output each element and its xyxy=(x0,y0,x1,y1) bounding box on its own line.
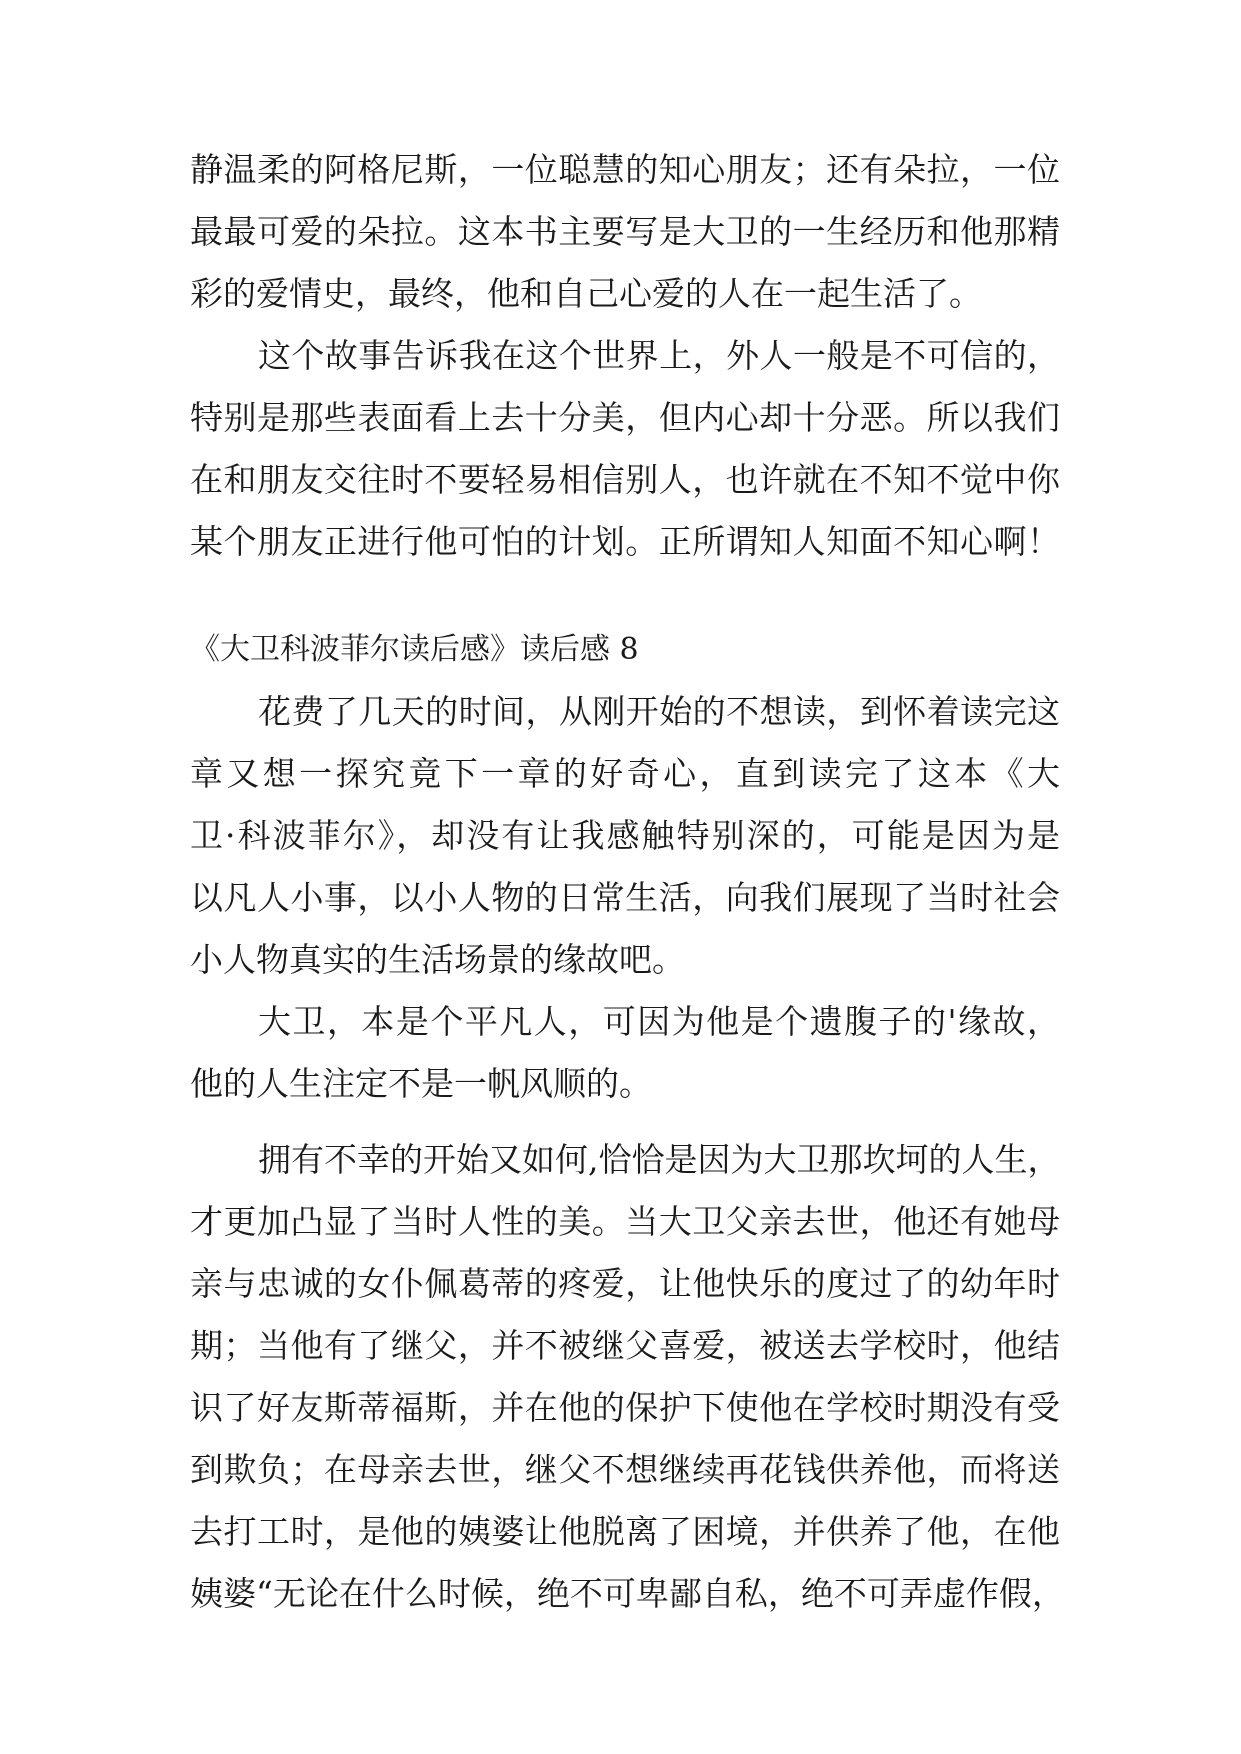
paragraph-line: 小人物真实的生活场景的缘故吧。 xyxy=(190,940,685,979)
paragraph-line: 静温柔的阿格尼斯，一位聪慧的知心朋友；还有朵拉，一位 xyxy=(190,150,1060,189)
paragraph-line: 才更加凸显了当时人性的美。当大卫父亲去世，他还有她母 xyxy=(190,1202,1060,1241)
paragraph-line: 识了好友斯蒂福斯，并在他的保护下使他在学校时期没有受 xyxy=(190,1388,1060,1427)
paragraph-line: 特别是那些表面看上去十分美，但内心却十分恶。所以我们 xyxy=(190,398,1060,437)
paragraph-line: 期；当他有了继父，并不被继父喜爱，被送去学校时，他结 xyxy=(190,1326,1060,1365)
paragraph-line: 章又想一探究竟下一章的好奇心，直到读完了这本《大 xyxy=(190,754,1060,793)
paragraph-line: 到欺负；在母亲去世，继父不想继续再花钱供养他，而将送 xyxy=(190,1450,1060,1489)
paragraph-line: 姨婆“无论在什么时候，绝不可卑鄙自私，绝不可弄虚作假， xyxy=(190,1574,1065,1613)
paragraph-line: 亲与忠诚的女仆佩葛蒂的疼爱，让他快乐的度过了的幼年时 xyxy=(190,1264,1060,1303)
paragraph-line: 最最可爱的朵拉。这本书主要写是大卫的一生经历和他那精 xyxy=(190,212,1060,251)
paragraph-line: 花费了几天的时间，从刚开始的不想读，到怀着读完这 xyxy=(258,692,1060,731)
paragraph-line: 拥有不幸的开始又如何,恰恰是因为大卫那坎坷的人生， xyxy=(258,1140,1061,1179)
paragraph-line: 大卫，本是个平凡人，可因为他是个遗腹子的'缘故， xyxy=(258,1002,1060,1041)
paragraph-line: 彩的爱情史，最终，他和自己心爱的人在一起生活了。 xyxy=(190,274,982,313)
paragraph-line: 这个故事告诉我在这个世界上，外人一般是不可信的， xyxy=(258,336,1060,375)
paragraph-line: 以凡人小事，以小人物的日常生活，向我们展现了当时社会 xyxy=(190,878,1060,917)
paragraph-line: 在和朋友交往时不要轻易相信别人，也许就在不知不觉中你 xyxy=(190,460,1060,499)
paragraph-line: 卫·科波菲尔》，却没有让我感触特别深的，可能是因为是 xyxy=(190,816,1060,855)
paragraph-line: 去打工时，是他的姨婆让他脱离了困境，并供养了他，在他 xyxy=(190,1512,1060,1551)
paragraph-line: 他的人生注定不是一帆风顺的。 xyxy=(190,1064,652,1103)
section-heading: 《大卫科波菲尔读后感》读后感 8 xyxy=(190,632,639,667)
paragraph-line: 某个朋友正进行他可怕的计划。正所谓知人知面不知心啊！ xyxy=(190,522,1060,561)
